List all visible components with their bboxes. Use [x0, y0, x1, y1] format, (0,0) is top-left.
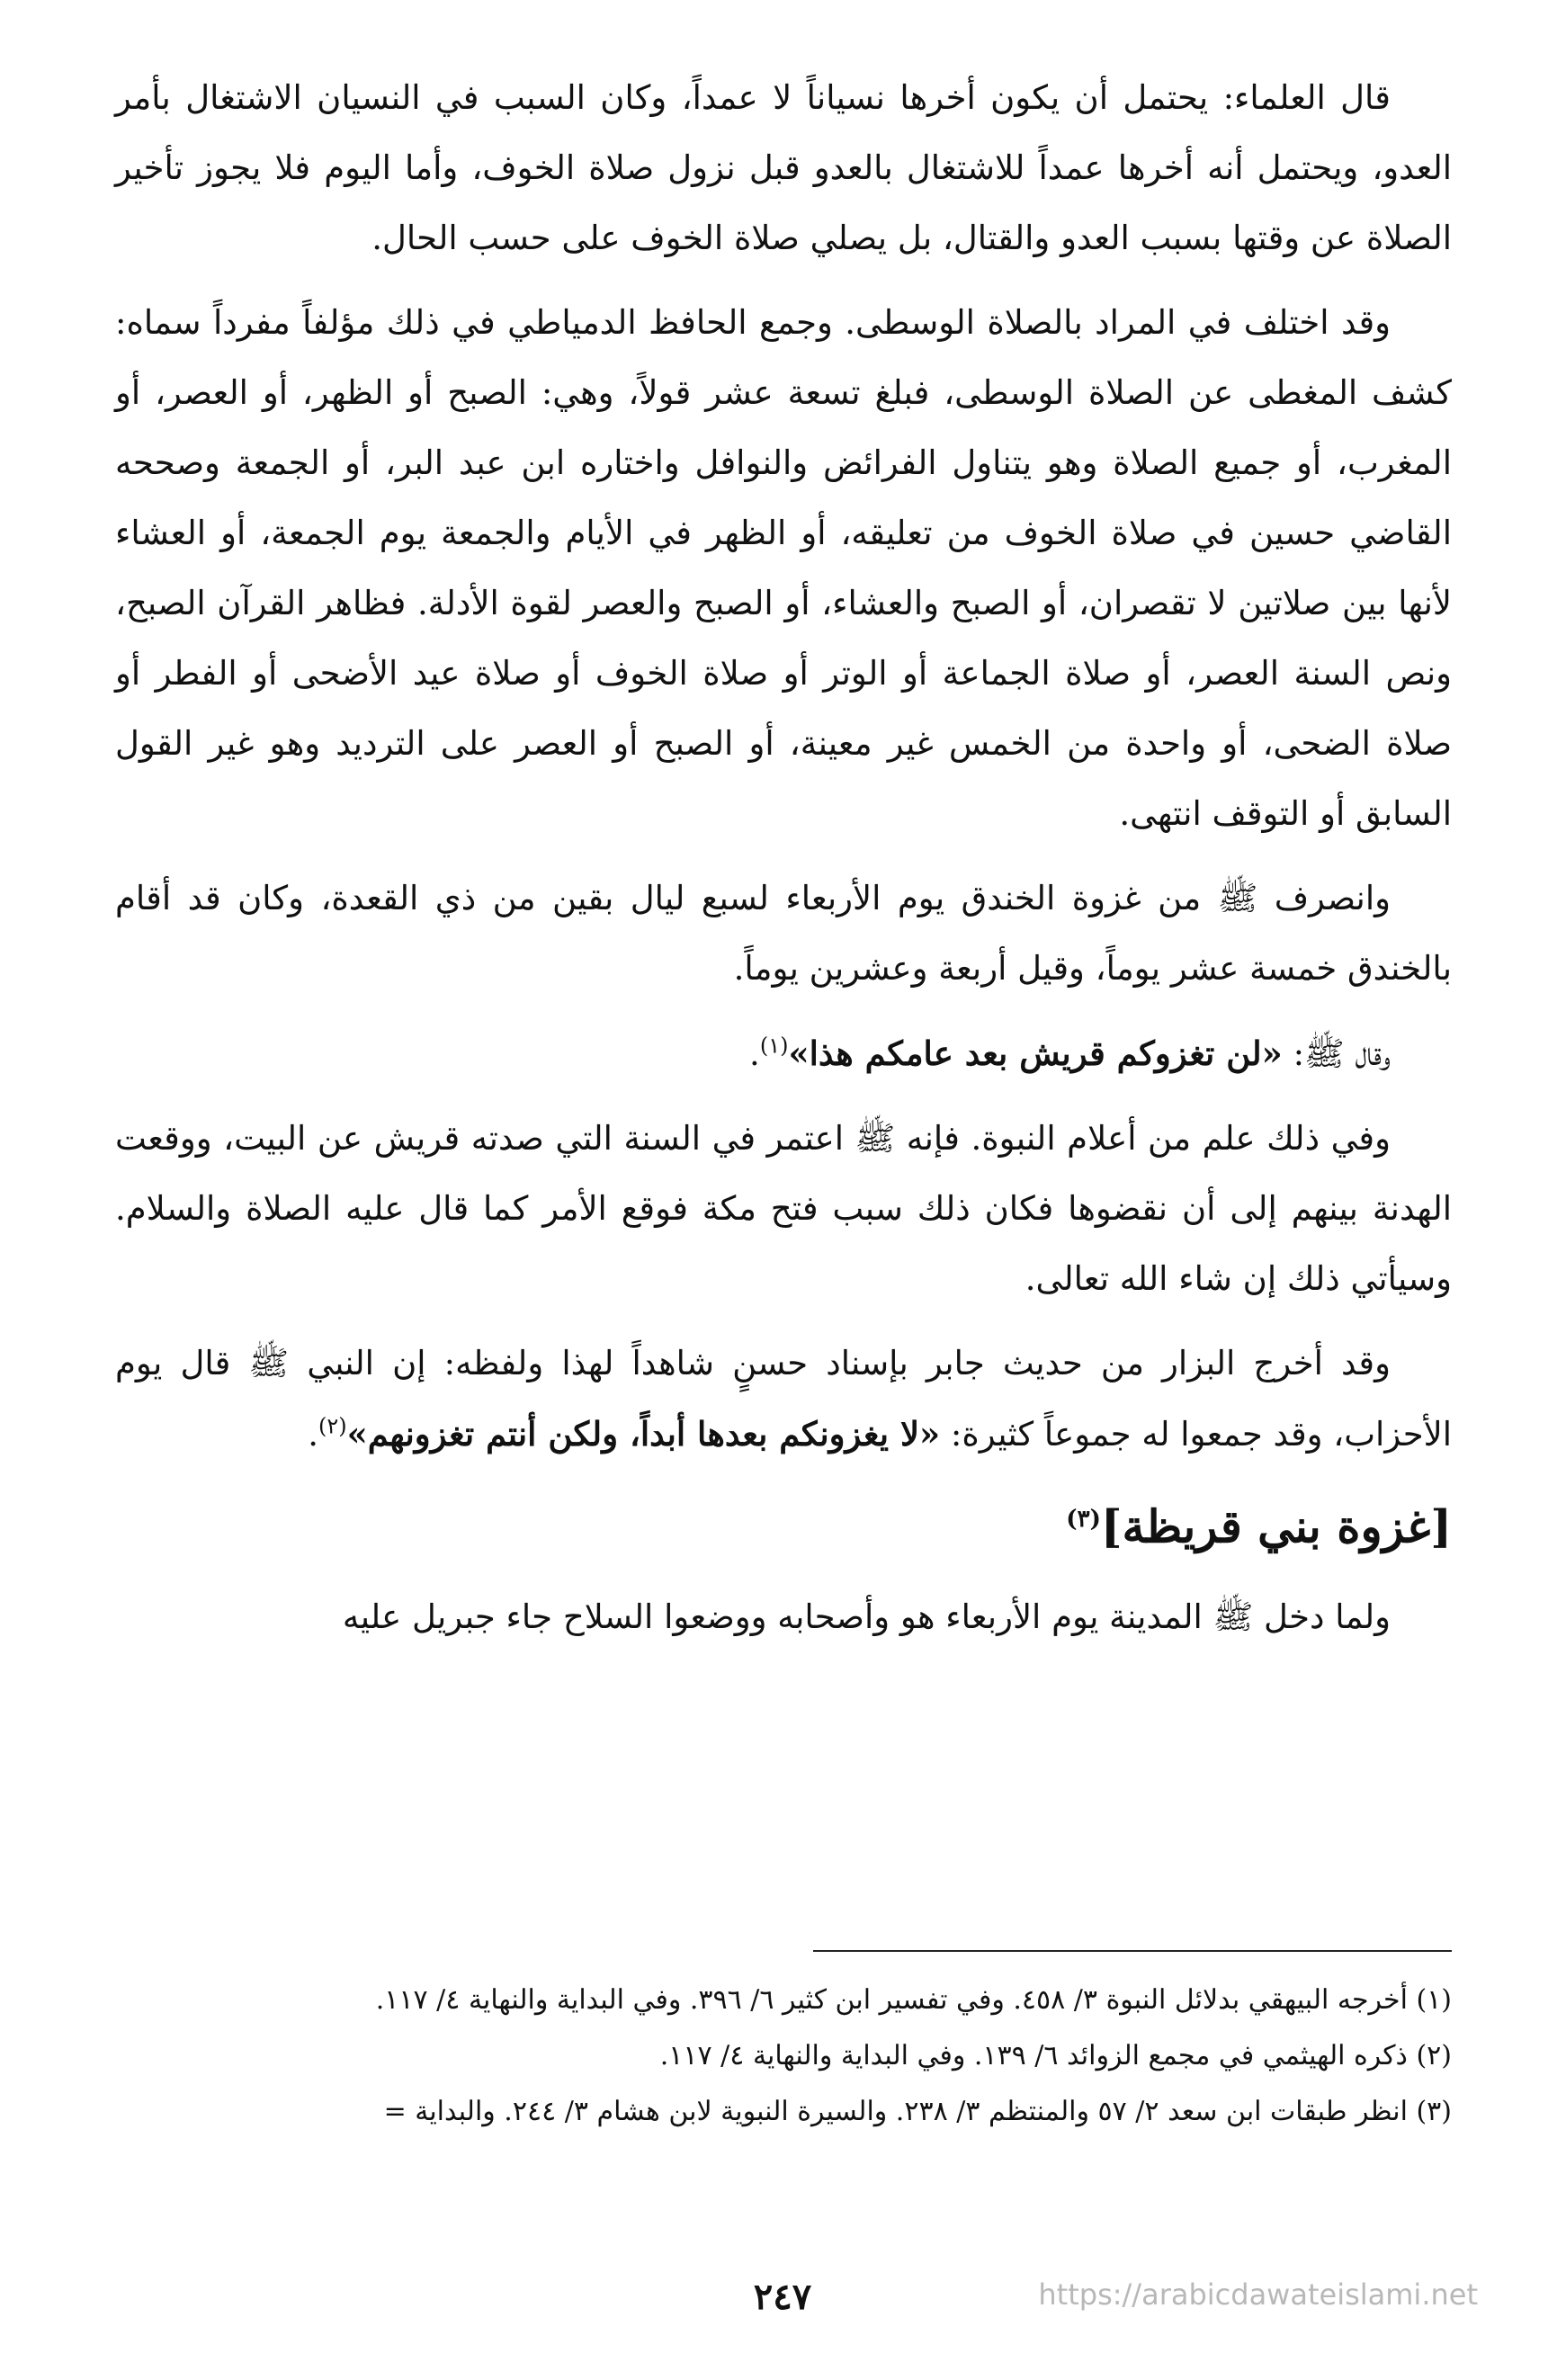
hadith-quote-1: «لن تغزوكم قريش بعد عامكم هذا»: [788, 1033, 1283, 1073]
paragraph-4: [115, 1018, 1452, 1089]
paragraph-1: قال العلماء: يحتمل أن يكون أخرها نسياناً لا عمداً، وكان السبب في النسيان الاشتغال بأمر العدو، ويحتمل أنه أخرها عمداً للاشتغال بالعدو قبل نزول صلاة الخوف، وأما اليوم فلا يجوز تأخير الصلاة عن وقتها بسبب العدو والقتال، بل يصلي صلاة الخوف على حسب الحال.: [115, 78, 1452, 257]
paragraph-2: وقد اختلف في المراد بالصلاة الوسطى. وجمع الحافظ الدمياطي في ذلك مؤلفاً مفرداً سماه: كشف المغطى عن الصلاة الوسطى، فبلغ تسعة عشر قولاً، وهي: الصبح أو الظهر، أو العصر، أو المغرب، أو جميع الصلاة وهو يتناول الفرائض والنوافل واختاره ابن عبد البر، أو الجمعة وصححه القاضي حسين في صلاة الخوف من تعليقه، أو الظهر في الأيام والجمعة يوم الجمعة، أو العشاء لأنها بين صلاتين لا تقصران، أو الصبح والعشاء، أو الصبح والعصر لقوة الأدلة. فظاهر القرآن الصبح، ونص السنة العصر، أو صلاة الجماعة أو الوتر أو صلاة الخوف أو صلاة عيد الأضحى أو الفطر أو صلاة الضحى، أو واحدة من الخمس غير معينة، أو الصبح أو العصر على الترديد وهو غير القول السابق أو التوقف انتهى.: [115, 303, 1452, 833]
paragraph-4-lead: وقال ﷺ:: [1282, 1034, 1391, 1073]
section-heading-text: [غزوة بني قريظة]: [1100, 1499, 1452, 1553]
paragraph-5: وفي ذلك علم من أعلام النبوة. فإنه ﷺ اعتمر في السنة التي صدته قريش عن البيت، ووقعت الهدنة بينهم إلى أن نقضوها فكان ذلك سبب فتح مكة فوقع الأمر كما قال عليه الصلاة والسلام. وسيأتي ذلك إن شاء الله تعالى.: [115, 1119, 1452, 1298]
footnote-2: (٢) ذكره الهيثمي في مجمع الزوائد ٦/ ١٣٩. وفي البداية والنهاية ٤/ ١١٧.: [659, 2040, 1452, 2071]
main-text: [115, 63, 1452, 1667]
footnote-ref-1: (١): [759, 1033, 789, 1059]
paragraph-6: [115, 1329, 1452, 1470]
footnotes: [99, 1975, 1452, 2143]
page-number: ٢٤٧: [753, 2276, 812, 2318]
paragraph-3: وانصرف ﷺ من غزوة الخندق يوم الأربعاء لسبع ليال بقين من ذي القعدة، وكان قد أقام بالخندق خمسة عشر يوماً، وقيل أربعة وعشرين يوماً.: [115, 879, 1452, 988]
footnote-1: (١) أخرجه البيهقي بدلائل النبوة ٣/ ٤٥٨. وفي تفسير ابن كثير ٦/ ٣٩٦. وفي البداية والنهاية ٤/ ١١٧.: [375, 1984, 1452, 2016]
footnote-3: (٣) انظر طبقات ابن سعد ٢/ ٥٧ والمنتظم ٣/ ٢٣٨. والسيرة النبوية لابن هشام ٣/ ٢٤٤. والبداية =: [383, 2096, 1452, 2127]
footnote-separator: [813, 1950, 1452, 1952]
watermark-url: https://arabicdawateislami.net: [1038, 2277, 1478, 2312]
footnote-ref-2: (٢): [318, 1413, 347, 1439]
paragraph-6-tail: .: [308, 1415, 319, 1454]
paragraph-7: ولما دخل ﷺ المدينة يوم الأربعاء هو وأصحابه ووضعوا السلاح جاء جبريل عليه: [342, 1597, 1391, 1636]
paragraph-6-lead: وقد أخرج البزار من حديث جابر بإسناد حسنٍ شاهداً لهذا ولفظه: إن النبي ﷺ قال يوم الأحزاب، وقد جمعوا له جموعاً كثيرة:: [115, 1344, 1452, 1454]
footnote-ref-3: (٣): [1066, 1506, 1101, 1533]
paragraph-4-tail: .: [749, 1034, 760, 1073]
hadith-quote-2: «لا يغزونكم بعدها أبداً، ولكن أنتم تغزونهم»: [346, 1414, 941, 1454]
section-heading: [115, 1484, 1452, 1562]
